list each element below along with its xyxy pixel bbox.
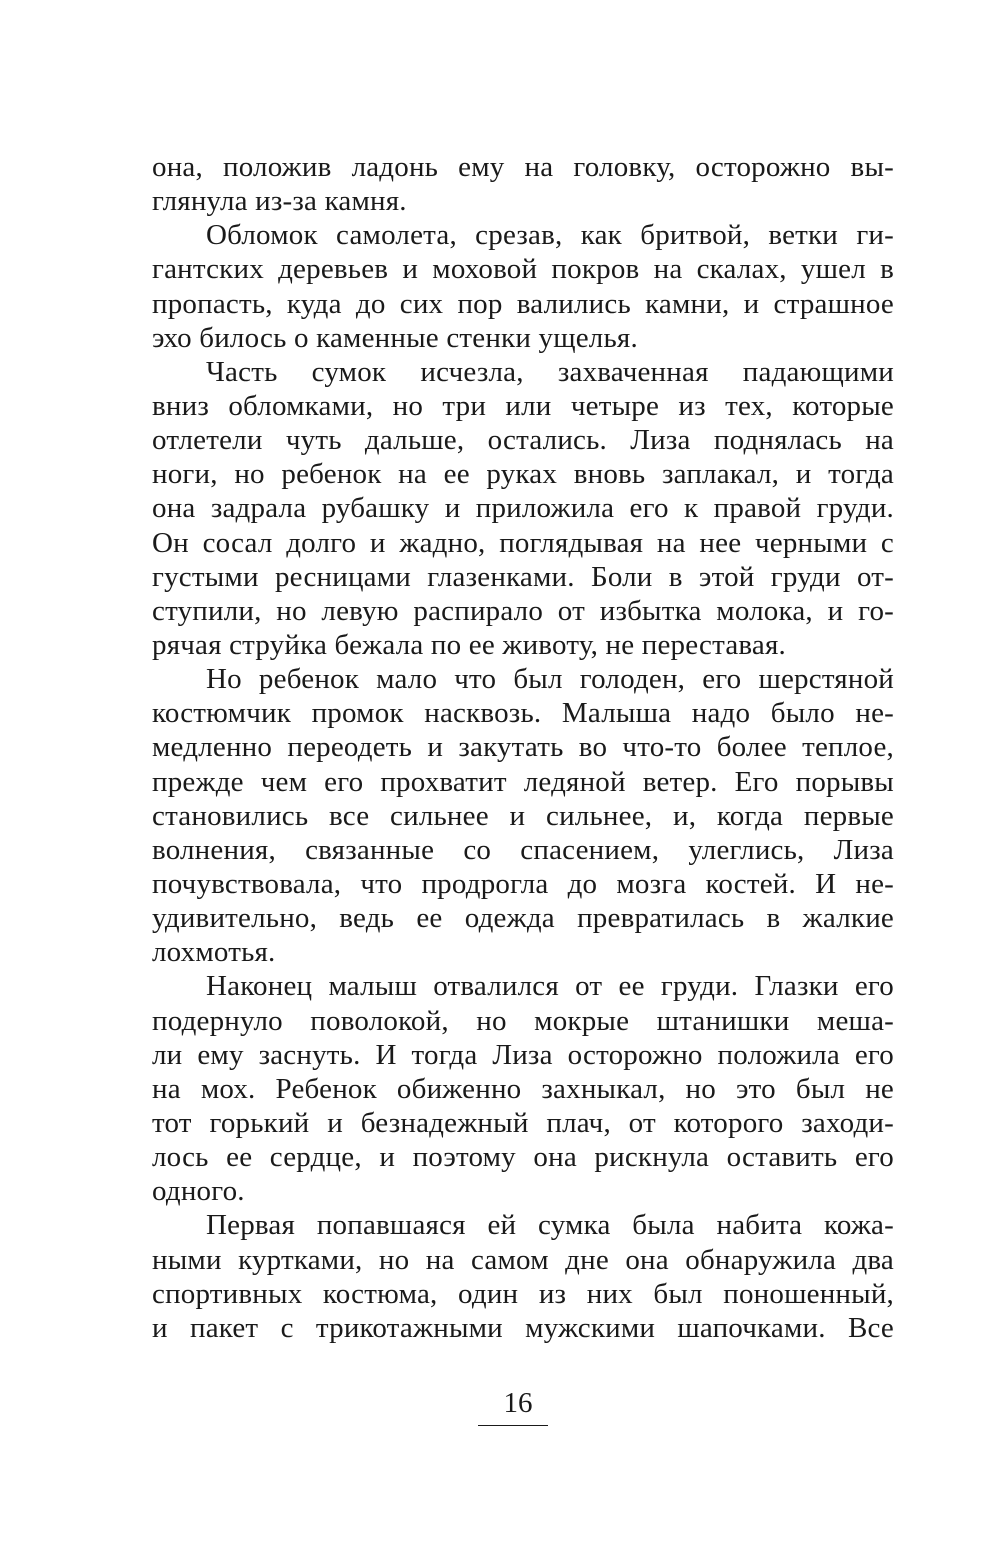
text-line: подернуло поволокой, но мокрые штанишки меша- [152, 1004, 894, 1037]
text-line: гантских деревьев и моховой покров на скалах, ушел в [152, 253, 894, 286]
text-line: становились все сильнее и сильнее, и, когда первые [152, 799, 894, 832]
text-line: ли ему заснуть. И тогда Лиза осторожно положила его [152, 1038, 894, 1071]
text-line: Но ребенок мало что был голоден, его шерстяной [206, 663, 894, 696]
text-line: на мох. Ребенок обиженно захныкал, но это был не [152, 1072, 894, 1105]
text-line: рячая струйка бежала по ее животу, не переставая. [152, 628, 786, 661]
paragraph [152, 355, 894, 662]
text-line: костюмчик промок насквозь. Малыша надо было не- [152, 697, 894, 730]
text-line: лось ее сердце, и поэтому она рискнула оставить его [152, 1141, 894, 1174]
text-line: волнения, связанные со спасением, улеглись, Лиза [152, 833, 894, 866]
text-line: глянула из-за камня. [152, 185, 407, 218]
text-line: удивительно, ведь ее одежда превратилась в жалкие [152, 902, 894, 935]
paragraph [152, 662, 894, 969]
text-line: Наконец малыш отвалился от ее груди. Глазки его [206, 970, 894, 1003]
paragraph [152, 969, 894, 1208]
text-line: ступили, но левую распирало от избытка молока, и го- [152, 594, 894, 627]
text-line: прежде чем его прохватит ледяной ветер. Его порывы [152, 765, 894, 798]
text-line: Он сосал долго и жадно, поглядывая на нее черными с [152, 526, 894, 559]
text-line: и пакет с трикотажными мужскими шапочками. Все [152, 1311, 894, 1344]
text-line: спортивных костюма, один из них был поношенный, [152, 1277, 894, 1310]
text-line: почувствовала, что продрогла до мозга костей. И не- [152, 867, 894, 900]
text-line: ноги, но ребенок на ее руках вновь заплакал, и тогда [152, 458, 894, 491]
page-number-rule [478, 1425, 548, 1426]
text-line: вниз обломками, но три или четыре из тех, которые [152, 389, 894, 422]
text-line: отлетели чуть дальше, остались. Лиза поднялась на [152, 424, 894, 457]
page-number: 16 [503, 1387, 533, 1419]
text-line: лохмотья. [152, 936, 276, 969]
text-line: Первая попавшаяся ей сумка была набита кожа- [206, 1209, 894, 1242]
text-line: одного. [152, 1175, 245, 1208]
text-line: она задрала рубашку и приложила его к правой груди. [152, 492, 894, 525]
text-line: густыми ресницами глазенками. Боли в этой груди от- [152, 560, 894, 593]
text-line: тот горький и безнадежный плач, от которого заходи- [152, 1106, 894, 1139]
text-line: ными куртками, но на самом дне она обнаружила два [152, 1243, 894, 1276]
text-line: пропасть, куда до сих пор валились камни, и страшное [152, 287, 894, 320]
text-line: эхо билось о каменные стенки ущелья. [152, 321, 638, 354]
paragraph [152, 150, 894, 218]
text-line: Обломок самолета, срезав, как бритвой, ветки ги- [206, 219, 894, 252]
page-body-text [152, 150, 894, 1345]
paragraph [152, 1208, 894, 1345]
text-line: она, положив ладонь ему на головку, осторожно вы- [152, 151, 894, 183]
text-line: Часть сумок исчезла, захваченная падающими [206, 355, 894, 388]
text-line: медленно переодеть и закутать во что-то более теплое, [152, 731, 894, 764]
paragraph [152, 218, 894, 355]
